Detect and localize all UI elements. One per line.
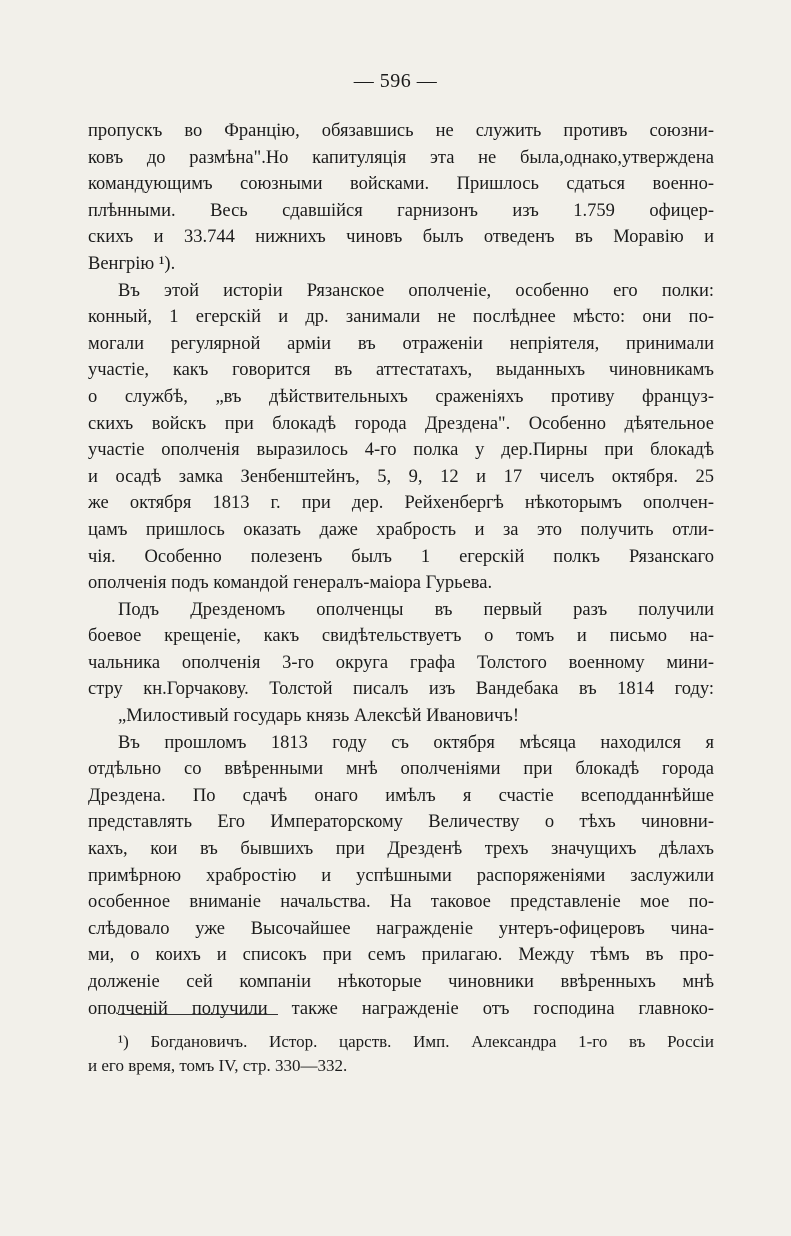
text-line: цамъ пришлось оказать даже храбрость и за это получить отли- [88,519,714,540]
text-line: представлять Его Императорскому Величеству о тѣхъ чиновни- [88,812,714,833]
text-line: примѣрною храбростію и успѣшными распоряженіями заслужили [88,865,714,886]
text-line: ополченія подъ командой генералъ-маіора Гурьева. [88,573,493,594]
text-line: скихъ войскъ при блокадѣ города Дрездена". Особенно дѣятельное [88,413,714,434]
text-line: особенное вниманіе начальства. На таковое представленіе мое по- [88,892,714,913]
footnote-line: и его время, томъ IV, стр. 330—332. [88,1056,348,1075]
text-line: участіе ополченія выразилось 4-го полка у дер.Пирны при блокадѣ [88,440,714,461]
text-line: „Милостивый государь князь Алексѣй Ивановичъ! [118,706,519,727]
text-line: о службѣ, „въ дѣйствительныхъ сраженіяхъ противу француз- [88,386,714,407]
text-line: скихъ и 33.744 нижнихъ чиновъ былъ отведенъ въ Моравію и [88,227,714,248]
text-line: ми, о коихъ и списокъ при семъ прилагаю. Между тѣмъ въ про- [88,945,714,966]
text-line: чальника ополченія 3-го округа графа Толстого военному мини- [88,652,714,673]
text-line: слѣдовало уже Высочайшее награжденіе унтеръ-офицеровъ чина- [88,918,714,939]
text-line: пропускъ во Францію, обязавшись не служить противъ союзни- [88,121,714,141]
text-line: Венгрію ¹). [88,253,176,274]
text-line: чія. Особенно полезенъ былъ 1 егерскій полкъ Рязанскаго [88,546,714,567]
text-line: Въ прошломъ 1813 году съ октября мѣсяца находился я [118,732,714,753]
text-line: боевое крещеніе, какъ свидѣтельствуетъ о томъ и письмо на- [88,626,714,647]
text-line: Подъ Дрезденомъ ополченцы въ первый разъ получили [118,599,714,620]
footnotes [88,1030,714,1078]
page-number: — 596 — [353,70,438,92]
text-line: ополченій получили также награжденіе отъ господина главноко- [88,998,714,1019]
text-line: долженіе сей компаніи нѣкоторые чиновники ввѣренныхъ мнѣ [88,972,714,992]
text-line: Дрездена. По сдачѣ онаго имѣлъ я счастіе всеподданнѣйше [88,785,714,806]
footnote-line: ¹) Богдановичъ. Истор. царств. Имп. Александра 1-го въ Россіи [118,1032,714,1051]
text-line: плѣнными. Весь сдавшійся гарнизонъ изъ 1.759 офицер- [88,200,714,221]
text-line: ковъ до размѣна".Но капитуляція эта не была,однако,утверждена [88,147,714,168]
text-line: участіе, какъ говорится въ аттестатахъ, выданныхъ чиновникамъ [88,360,714,381]
text-line: стру кн.Горчакову. Толстой писалъ изъ Вандебака въ 1814 году: [88,679,714,700]
body-text [88,118,714,1022]
text-line: и осадѣ замка Зенбенштейнъ, 5, 9, 12 и 17 чиселъ октября. 25 [88,466,714,487]
text-line: отдѣльно со ввѣренными мнѣ ополченіями при блокадѣ города [88,759,714,780]
text-line: командующимъ союзными войсками. Пришлось сдаться военно- [88,174,714,195]
footnote-divider [118,1014,278,1015]
text-line: конный, 1 егерскій и др. занимали не послѣднее мѣсто: они по- [88,307,714,328]
text-line: Въ этой исторіи Рязанское ополченіе, особенно его полки: [118,280,714,301]
text-line: кахъ, кои въ бывшихъ при Дрезденѣ трехъ значущихъ дѣлахъ [88,839,714,860]
text-line: же октября 1813 г. при дер. Рейхенбергѣ нѣкоторымъ ополчен- [88,493,714,514]
text-line: могали регулярной арміи въ отраженіи непріятеля, принимали [88,333,714,354]
